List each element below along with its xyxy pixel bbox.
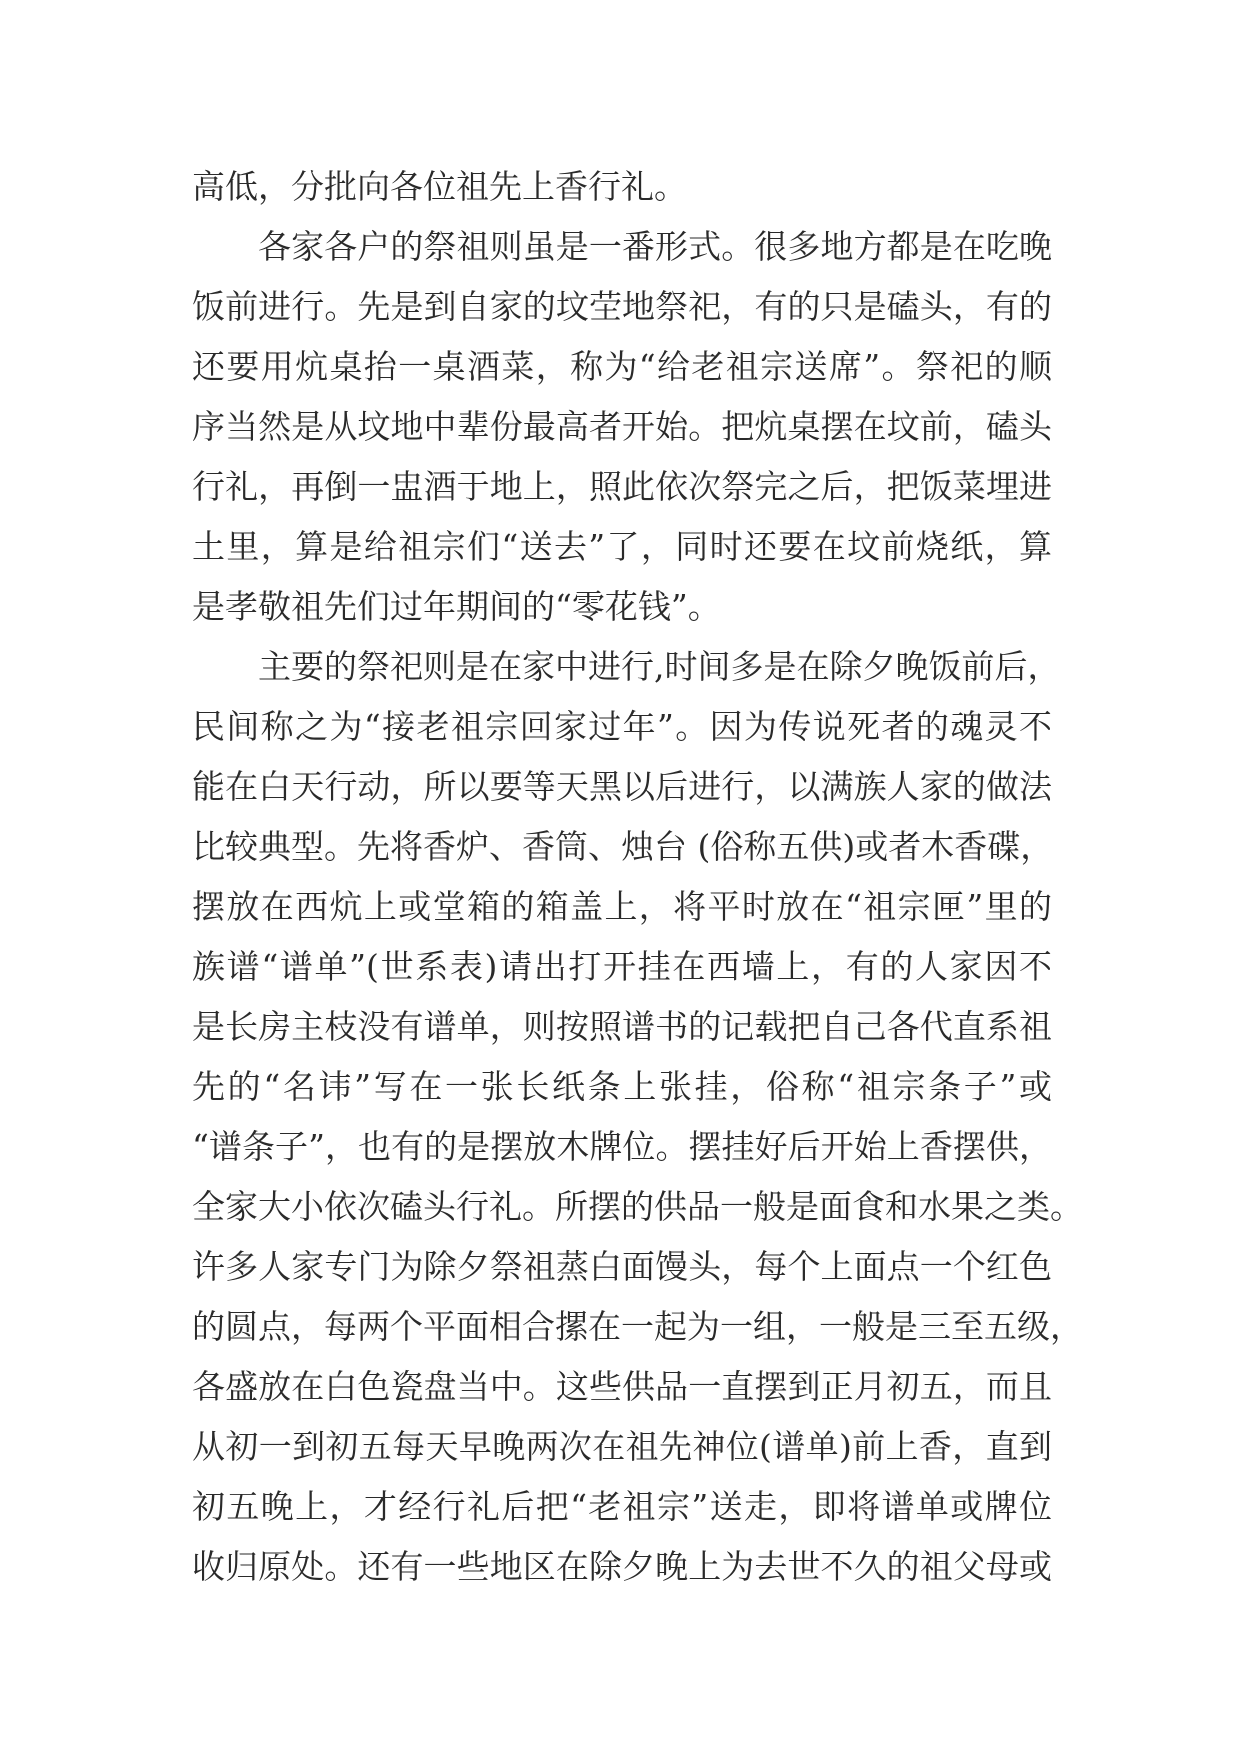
paragraph-3-line-2: 民间称之为“接老祖宗回家过年”。因为传说死者的魂灵不 — [192, 707, 1052, 746]
paragraph-3-line-15: 初五晚上，才经行礼后把“老祖宗”送走，即将谱单或牌位 — [192, 1487, 1052, 1526]
paragraph-3-line-8: 先的“名讳”写在一张长纸条上张挂，俗称“祖宗条子”或 — [192, 1067, 1052, 1106]
paragraph-3-line-14: 从初一到初五每天早晚两次在祖先神位(谱单)前上香，直到 — [192, 1427, 1052, 1466]
paragraph-1-line-1: 高低，分批向各位祖先上香行礼。 — [192, 167, 687, 206]
paragraph-3-line-6: 族谱“谱单”(世系表)请出打开挂在西墙上，有的人家因不 — [192, 947, 1052, 986]
paragraph-3-line-16: 收归原处。还有一些地区在除夕晚上为去世不久的祖父母或 — [192, 1547, 1052, 1586]
paragraph-2-line-6: 土里，算是给祖宗们“送去”了，同时还要在坟前烧纸，算 — [192, 527, 1052, 566]
body-text — [192, 157, 1083, 1597]
paragraph-3-line-12: 的圆点，每两个平面相合摞在一起为一组，一般是三至五级， — [192, 1307, 1083, 1346]
paragraph-3-line-4: 比较典型。先将香炉、香筒、烛台 (俗称五供)或者木香碟， — [192, 827, 1054, 866]
paragraph-3-line-7: 是长房主枝没有谱单，则按照谱书的记载把自己各代直系祖 — [192, 1007, 1052, 1046]
paragraph-3-line-13: 各盛放在白色瓷盘当中。这些供品一直摆到正月初五，而且 — [192, 1367, 1052, 1406]
paragraph-2-line-1: 各家各户的祭祖则虽是一番形式。很多地方都是在吃晚 — [258, 227, 1052, 266]
paragraph-3-line-1: 主要的祭祀则是在家中进行,时间多是在除夕晚饭前后， — [258, 647, 1061, 686]
paragraph-2-line-7: 是孝敬祖先们过年期间的“零花钱”。 — [192, 587, 721, 626]
paragraph-2-line-4: 序当然是从坟地中辈份最高者开始。把炕桌摆在坟前，磕头 — [192, 407, 1052, 446]
paragraph-2-line-5: 行礼，再倒一盅酒于地上，照此依次祭完之后，把饭菜埋进 — [192, 467, 1052, 506]
paragraph-3-line-10: 全家大小依次磕头行礼。所摆的供品一般是面食和水果之类。 — [192, 1187, 1083, 1226]
paragraph-3-line-3: 能在白天行动，所以要等天黑以后进行，以满族人家的做法 — [192, 767, 1052, 806]
paragraph-3-line-5: 摆放在西炕上或堂箱的箱盖上，将平时放在“祖宗匣”里的 — [192, 887, 1052, 926]
paragraph-3-line-9: “谱条子”，也有的是摆放木牌位。摆挂好后开始上香摆供， — [192, 1127, 1052, 1166]
paragraph-2-line-3: 还要用炕桌抬一桌酒菜，称为“给老祖宗送席”。祭祀的顺 — [192, 347, 1052, 386]
paragraph-2-line-2: 饭前进行。先是到自家的坟茔地祭祀，有的只是磕头，有的 — [192, 287, 1052, 326]
paragraph-3-line-11: 许多人家专门为除夕祭祖蒸白面馒头，每个上面点一个红色 — [192, 1247, 1052, 1286]
